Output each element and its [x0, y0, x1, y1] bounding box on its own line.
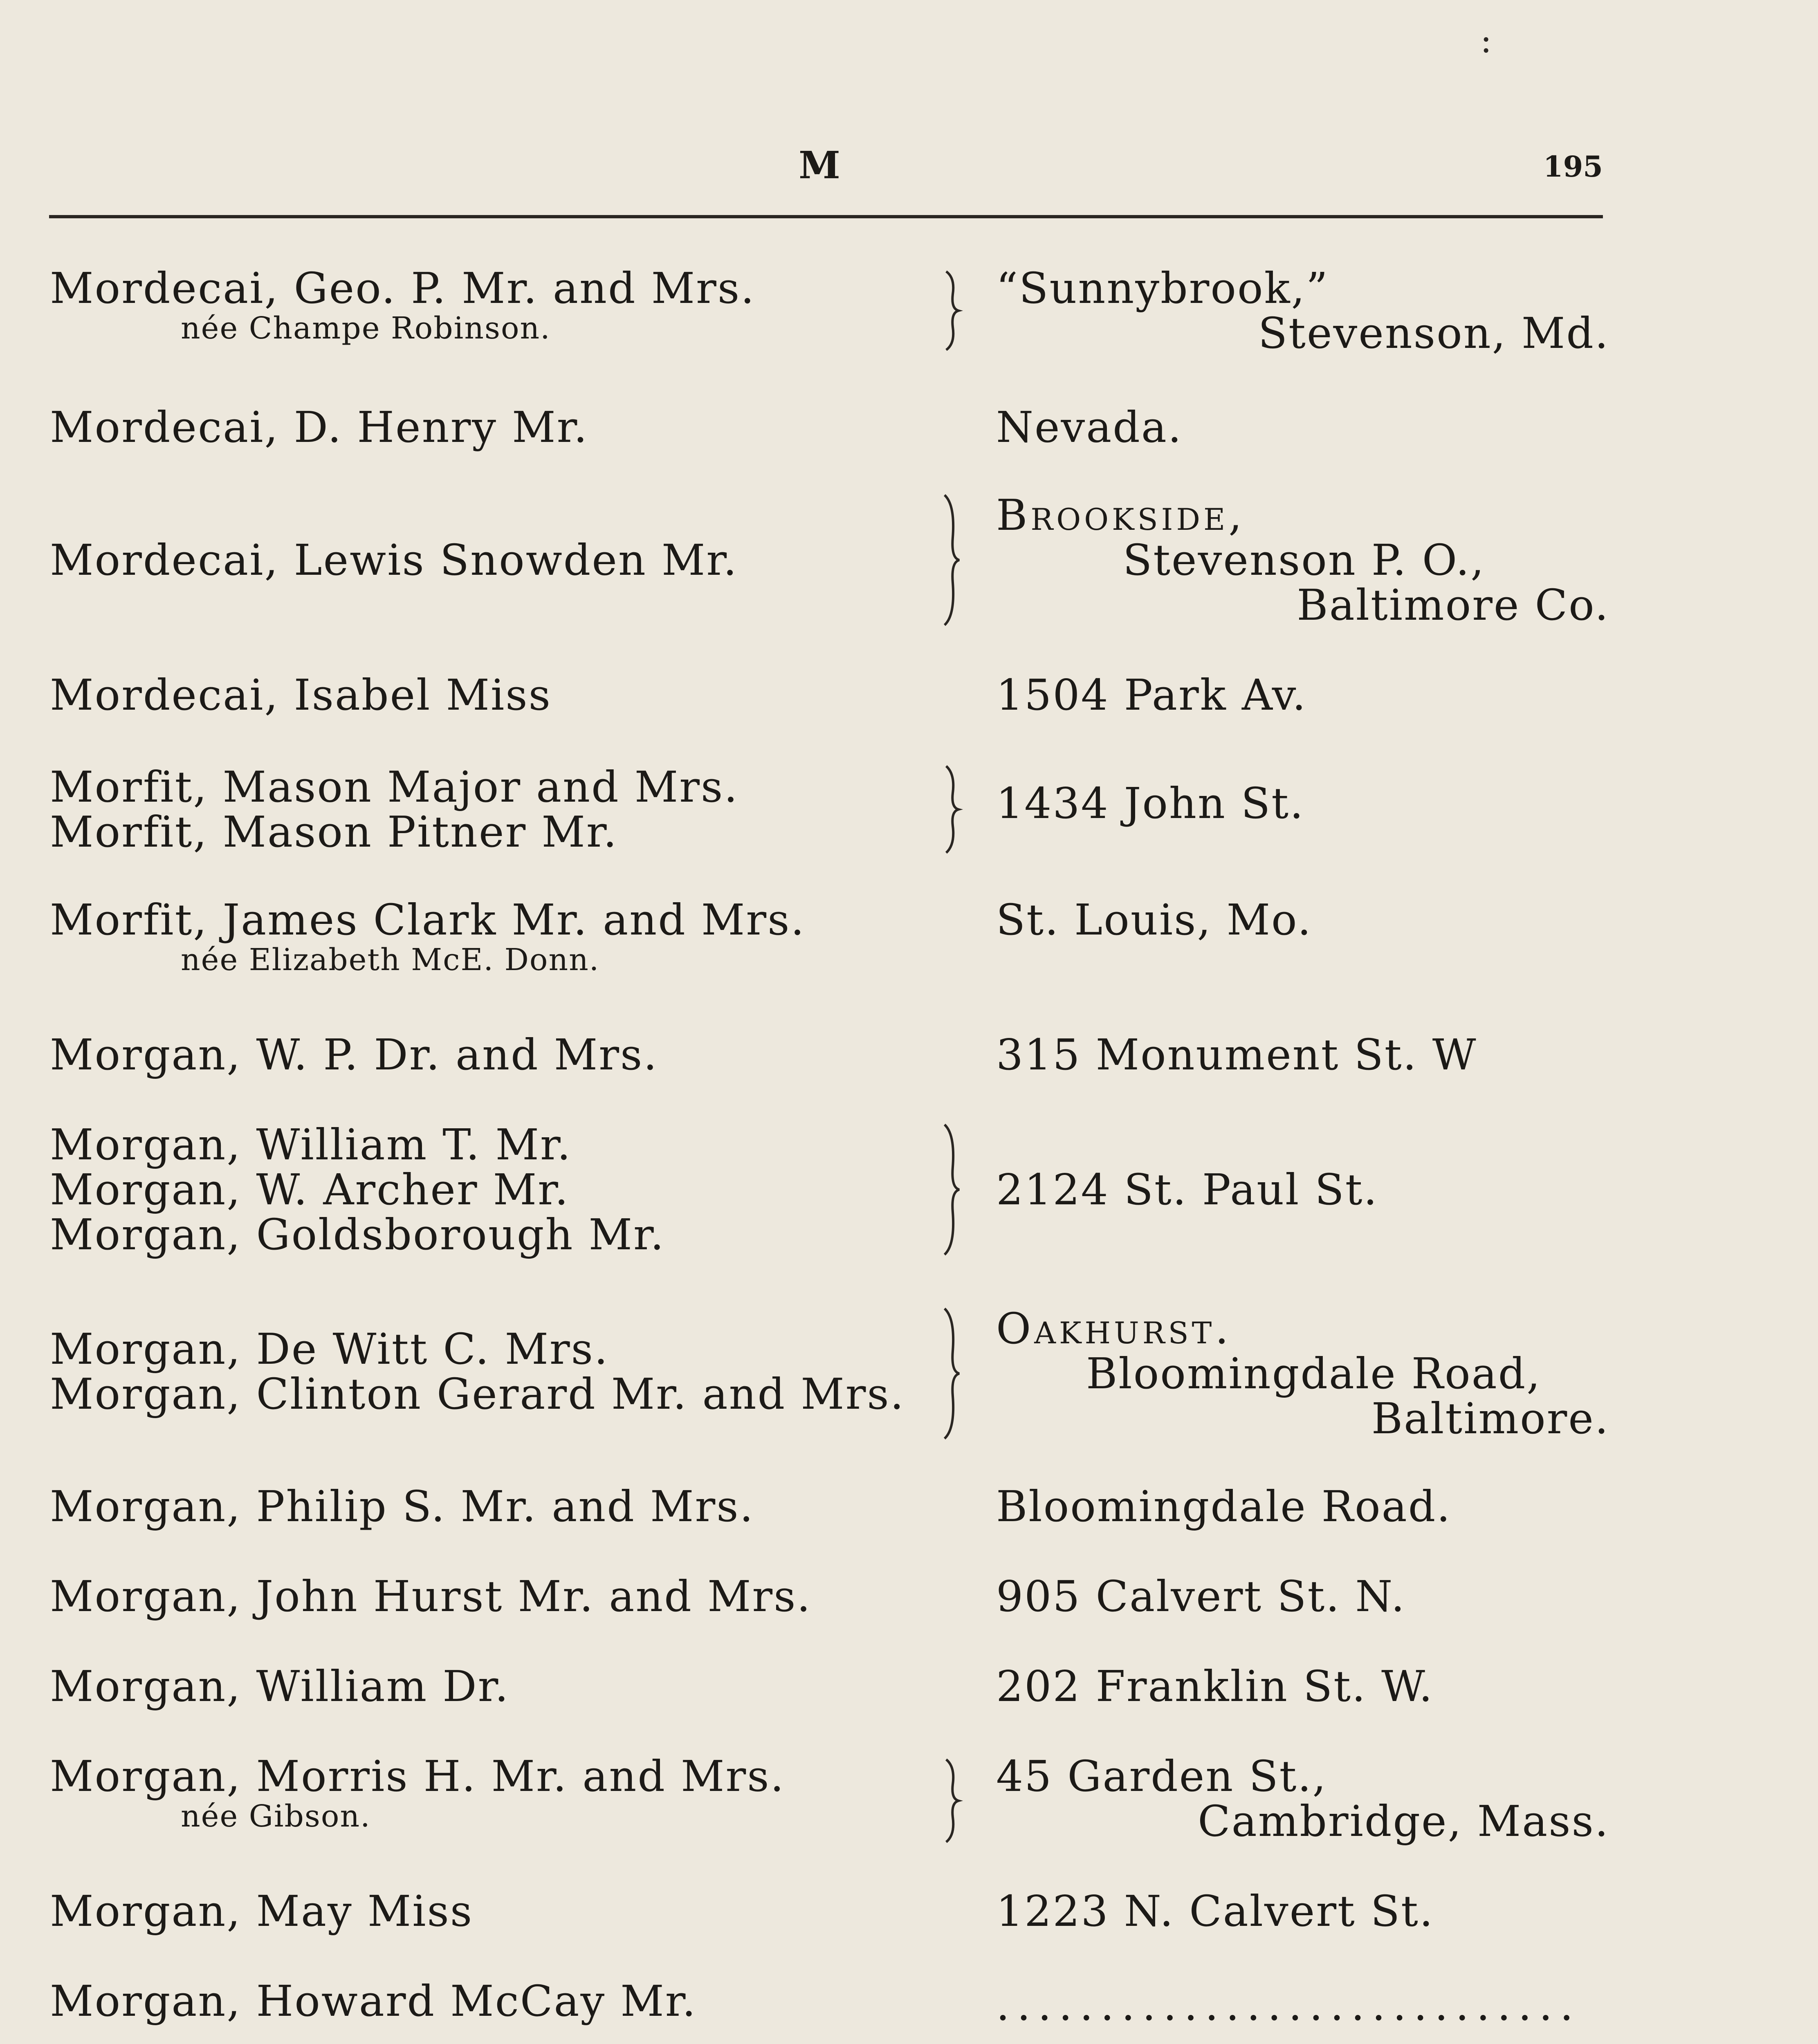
- resident-name: Morgan, William Dr.: [50, 1661, 510, 1711]
- address-line: Bloomingdale Road,: [1086, 1349, 1542, 1399]
- entry-address: [996, 402, 1609, 452]
- resident-name: Morgan, Morris H. Mr. and Mrs.: [50, 1751, 785, 1801]
- resident-name: Mordecai, Isabel Miss: [50, 670, 552, 720]
- entry-names: [50, 535, 949, 585]
- address-line: Bloomingdale Road.: [996, 1481, 1452, 1531]
- entry-address: [996, 895, 1609, 945]
- brace-bracket: [939, 270, 963, 352]
- brace-bracket: [939, 493, 963, 628]
- header-rule: [49, 215, 1603, 218]
- address-line: 45 Garden St.,: [996, 1751, 1327, 1801]
- entry-names: [50, 1030, 949, 1080]
- entry-address: [996, 1661, 1609, 1711]
- brace-bracket: [939, 1122, 963, 1257]
- entry-address: [996, 778, 1609, 828]
- resident-name: Morgan, Philip S. Mr. and Mrs.: [50, 1481, 754, 1531]
- entry-names: [50, 1571, 949, 1621]
- entry-address: [996, 1030, 1609, 1080]
- maiden-name: née Elizabeth McE. Donn.: [181, 942, 600, 977]
- margin-mark: :: [1480, 20, 1492, 61]
- resident-name: Mordecai, Geo. P. Mr. and Mrs.: [50, 263, 756, 313]
- address-line: 1434 John St.: [996, 778, 1305, 828]
- address-line: 2124 St. Paul St.: [996, 1165, 1378, 1215]
- address-line: 315 Monument St. W: [996, 1030, 1477, 1080]
- address-line: 1223 N. Calvert St.: [996, 1886, 1434, 1936]
- entry-names: [50, 402, 949, 452]
- address-placeholder-dots: ............................: [996, 1983, 1581, 2028]
- entry-address: [996, 490, 1609, 630]
- entry-names: [50, 1661, 949, 1711]
- resident-name: Morfit, James Clark Mr. and Mrs.: [50, 895, 806, 945]
- entry-address: [996, 1886, 1609, 1936]
- entry-address: [996, 1983, 1609, 2028]
- address-line: 1504 Park Av.: [996, 670, 1307, 720]
- entry-address: [996, 1751, 1609, 1846]
- entry-names: [50, 1324, 949, 1419]
- brace-bracket: [939, 1758, 963, 1844]
- entry-address: [996, 263, 1609, 358]
- entry-address: [996, 670, 1609, 720]
- address-line: Nevada.: [996, 402, 1183, 452]
- brace-bracket: [939, 1306, 963, 1441]
- entry-address: [996, 1571, 1609, 1621]
- address-line: 905 Calvert St. N.: [996, 1571, 1406, 1621]
- resident-name: Mordecai, D. Henry Mr.: [50, 402, 588, 452]
- address-line: Oakhurst.: [996, 1304, 1232, 1354]
- entry-names: [50, 1886, 949, 1936]
- resident-name: Morgan, W. Archer Mr.: [50, 1165, 570, 1215]
- resident-name: Morgan, W. P. Dr. and Mrs.: [50, 1030, 658, 1080]
- entry-address: [996, 1481, 1609, 1531]
- address-line: Baltimore.: [1371, 1394, 1609, 1443]
- brace-bracket: [939, 764, 963, 854]
- entry-names: [50, 1481, 949, 1531]
- resident-name: Morgan, Howard McCay Mr.: [50, 1976, 697, 2026]
- resident-name: Morgan, Goldsborough Mr.: [50, 1210, 665, 1260]
- resident-name: Morgan, John Hurst Mr. and Mrs.: [50, 1571, 812, 1621]
- resident-name: Morgan, Clinton Gerard Mr. and Mrs.: [50, 1369, 905, 1419]
- address-line: Baltimore Co.: [1297, 580, 1609, 630]
- entry-names: [50, 263, 949, 346]
- entry-names: [50, 762, 949, 857]
- address-line: Cambridge, Mass.: [1198, 1796, 1609, 1846]
- resident-name: Morgan, William T. Mr.: [50, 1120, 572, 1170]
- entry-address: [996, 1165, 1609, 1215]
- resident-name: Morgan, May Miss: [50, 1886, 474, 1936]
- maiden-name: née Gibson.: [181, 1799, 371, 1834]
- entry-address: [996, 1306, 1609, 1441]
- resident-name: Morgan, De Witt C. Mrs.: [50, 1324, 609, 1374]
- entry-names: [50, 1120, 949, 1260]
- address-line: 202 Franklin St. W.: [996, 1661, 1434, 1711]
- address-line: “Sunnybrook,”: [996, 263, 1329, 313]
- address-line: Stevenson P. O.,: [1123, 535, 1486, 585]
- entry-names: [50, 1751, 949, 1834]
- resident-name: Mordecai, Lewis Snowden Mr.: [50, 535, 738, 585]
- entry-names: [50, 897, 949, 977]
- address-line: St. Louis, Mo.: [996, 895, 1312, 945]
- address-line: Brookside,: [996, 490, 1246, 540]
- entry-names: [50, 1976, 949, 2026]
- maiden-name: née Champe Robinson.: [181, 311, 551, 346]
- entry-names: [50, 670, 949, 720]
- resident-name: Morfit, Mason Pitner Mr.: [50, 807, 618, 857]
- section-letter: M: [799, 143, 841, 187]
- page-number: 195: [1543, 150, 1603, 184]
- resident-name: Morfit, Mason Major and Mrs.: [50, 762, 739, 812]
- address-line: Stevenson, Md.: [1258, 308, 1609, 358]
